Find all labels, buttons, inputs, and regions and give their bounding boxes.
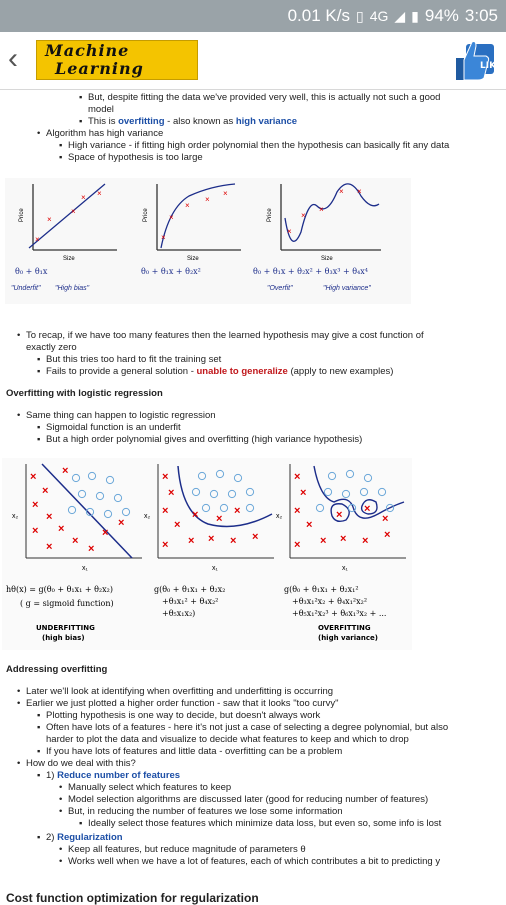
- marker: ×: [223, 189, 228, 198]
- marker: ×: [384, 529, 391, 541]
- text-line: ▪ This is overfitting - also known as high variance: [88, 116, 297, 128]
- formula-text: +θ₃x₁²x₂ + θ₄x₁²x₂²: [292, 597, 368, 606]
- handwriting: "Underfit": [11, 285, 41, 292]
- text-line: ▪ But, despite fitting the data we've provided very well, this is actually not such a good: [88, 92, 440, 104]
- formula-text: ( g = sigmoid function): [20, 599, 114, 608]
- marker: ×: [192, 509, 199, 521]
- marker: ×: [300, 487, 307, 499]
- marker: ×: [174, 519, 181, 531]
- marker: ×: [357, 187, 362, 196]
- marker: ×: [162, 539, 169, 551]
- axis-label: Price: [19, 208, 25, 222]
- marker: ×: [306, 519, 313, 531]
- back-arrow-icon[interactable]: ‹: [8, 42, 18, 75]
- classification-figure: [2, 458, 412, 650]
- formula-text: +θ₅x₁²x₂³ + θ₆x₁³x₂ + ...: [292, 609, 387, 618]
- text-line: • How do we deal with this?: [26, 758, 136, 770]
- axis-label: Size: [321, 256, 333, 262]
- marker: ×: [72, 535, 79, 547]
- section-heading: Addressing overfitting: [6, 664, 108, 675]
- text-line: ▪ Ideally select those features which minimize data loss, but even so, some info is lost: [88, 818, 441, 830]
- marker: ×: [339, 187, 344, 196]
- app-bar: [0, 32, 506, 90]
- status-bar: [0, 0, 506, 32]
- axis-label: Size: [187, 256, 199, 262]
- text-line: ▪ Often have lots of a features - here it's not just a case of selecting a degree polynomial, but also: [46, 722, 448, 734]
- marker: ×: [58, 523, 65, 535]
- marker: ×: [294, 505, 301, 517]
- marker: ×: [46, 511, 53, 523]
- battery-icon: ▮: [411, 7, 419, 24]
- like-share-icon[interactable]: [452, 36, 503, 84]
- text-line: ▪ But a high order polynomial gives and overfitting (high variance hypothesis): [46, 434, 362, 446]
- axis-label: Price: [143, 208, 149, 222]
- like-badge-text: LIKE: [480, 61, 503, 71]
- axis-label: Size: [63, 256, 75, 262]
- marker: ×: [252, 531, 259, 543]
- figure-caption: (high variance): [318, 634, 378, 642]
- marker: ×: [216, 513, 223, 525]
- article-content: [0, 90, 506, 905]
- formula-text: g(θ₀ + θ₁x₁ + θ₂x₁²: [284, 585, 359, 594]
- regression-figure: [5, 178, 411, 304]
- formula-text: g(θ₀ + θ₁x₁ + θ₂x₂: [154, 585, 226, 594]
- marker: ×: [169, 213, 174, 222]
- marker: ×: [320, 535, 327, 547]
- formula-text: +θ₃x₁² + θ₄x₂²: [162, 597, 219, 606]
- title-line-1: Machine: [45, 41, 130, 60]
- equation: θ₀ + θ₁x + θ₂x²: [141, 267, 201, 276]
- text-line: • Manually select which features to keep: [68, 782, 231, 794]
- marker: ×: [162, 505, 169, 517]
- text-line: ▪ Sigmoidal function is an underfit: [46, 422, 181, 434]
- marker: ×: [294, 539, 301, 551]
- equation: θ₀ + θ₁x + θ₂x² + θ₃x³ + θ₄x⁴: [253, 267, 368, 276]
- marker: ×: [382, 513, 389, 525]
- marker: ×: [230, 535, 237, 547]
- text-line: exactly zero: [26, 342, 77, 353]
- data-speed: 0.01 K/s: [287, 6, 350, 25]
- marker: ×: [97, 189, 102, 198]
- handwriting: "High bias": [55, 285, 90, 292]
- marker: ×: [32, 525, 39, 537]
- network-type: 4G: [369, 8, 389, 24]
- axis-label: x₁: [342, 565, 348, 572]
- axis-label: Price: [267, 208, 273, 222]
- text-line: model: [88, 104, 114, 115]
- text-line: ▪ 1) Reduce number of features: [46, 770, 180, 782]
- text-line: • Earlier we just plotted a higher order function - saw that it looks "too curvy": [26, 698, 338, 710]
- marker: ×: [35, 235, 40, 244]
- marker: ×: [364, 503, 371, 515]
- marker: ×: [30, 471, 37, 483]
- text-line: • To recap, if we have too many features then the learned hypothesis may give a cost function of: [26, 330, 424, 342]
- marker: ×: [88, 543, 95, 555]
- marker: ×: [301, 211, 306, 220]
- title-line-2: Learning: [55, 59, 144, 78]
- handwriting: "High variance": [323, 285, 371, 292]
- marker: ×: [81, 193, 86, 202]
- text-line: ▪ High variance - if fitting high order polynomial then the hypothesis can basically fit any data: [68, 140, 449, 152]
- text-line: ▪ Space of hypothesis is too large: [68, 152, 203, 164]
- text-line: • Same thing can happen to logistic regression: [26, 410, 216, 422]
- marker: ×: [205, 195, 210, 204]
- text-line: ▪ Plotting hypothesis is one way to decide, but doesn't always work: [46, 710, 320, 722]
- marker: ×: [188, 535, 195, 547]
- formula-text: hθ(x) = g(θ₀ + θ₁x₁ + θ₂x₂): [6, 585, 113, 594]
- marker: ×: [208, 533, 215, 545]
- marker: ×: [185, 201, 190, 210]
- marker: ×: [42, 485, 49, 497]
- section-heading: Cost function optimization for regularization: [6, 891, 259, 905]
- section-heading: Overfitting with logistic regression: [6, 388, 163, 399]
- handwriting: "Overfit": [267, 285, 293, 292]
- text-line: ▪ 2) Regularization: [46, 832, 123, 844]
- marker: ×: [162, 471, 169, 483]
- marker: ×: [168, 487, 175, 499]
- marker: ×: [319, 205, 324, 214]
- text-line: • Later we'll look at identifying when overfitting and underfitting is occurring: [26, 686, 333, 698]
- axis-label: x₁: [82, 565, 88, 572]
- figure-caption: UNDERFITTING: [36, 624, 95, 632]
- marker: ×: [161, 233, 166, 242]
- formula-text: +θ₅x₁x₂): [162, 609, 196, 618]
- marker: ×: [46, 541, 53, 553]
- marker: ×: [340, 533, 347, 545]
- marker: ×: [118, 517, 125, 529]
- page-title: [36, 40, 198, 80]
- vibrate-icon: ▯: [355, 7, 364, 24]
- text-line: ▪ If you have lots of features and little data - overfitting can be a problem: [46, 746, 342, 758]
- marker: ×: [47, 215, 52, 224]
- text-line: • Algorithm has high variance: [46, 128, 163, 140]
- text-line: • Keep all features, but reduce magnitude of parameters θ: [68, 844, 306, 856]
- text-line: • But, in reducing the number of features we lose some information: [68, 806, 343, 818]
- text-line: ▪ Fails to provide a general solution - unable to generalize (apply to new examples): [46, 366, 393, 378]
- marker: ×: [336, 509, 343, 521]
- marker: ×: [287, 227, 292, 236]
- marker: ×: [32, 499, 39, 511]
- text-line: • Model selection algorithms are discussed later (good for reducing number of features): [68, 794, 428, 806]
- equation: θ₀ + θ₁x: [15, 267, 48, 276]
- text-line: • Works well when we have a lot of features, each of which contributes a bit to predicting y: [68, 856, 440, 868]
- marker: ×: [71, 207, 76, 216]
- axis-label: x₂: [144, 513, 151, 520]
- figure-caption: OVERFITTING: [318, 624, 371, 632]
- marker: ×: [102, 527, 109, 539]
- battery-level: 94%: [424, 6, 459, 25]
- marker: ×: [362, 535, 369, 547]
- figure-caption: (high bias): [42, 634, 85, 642]
- marker: ×: [294, 471, 301, 483]
- text-line: ▪ But this tries too hard to fit the training set: [46, 354, 221, 366]
- signal-icon: ◢: [394, 7, 406, 24]
- clock: 3:05: [464, 6, 498, 25]
- axis-label: x₂: [276, 513, 283, 520]
- marker: ×: [62, 465, 69, 477]
- marker: ×: [234, 505, 241, 517]
- text-line: harder to plot the data and visualize to decide what features to keep and which to drop: [46, 734, 409, 745]
- axis-label: x₂: [12, 513, 19, 520]
- axis-label: x₁: [212, 565, 218, 572]
